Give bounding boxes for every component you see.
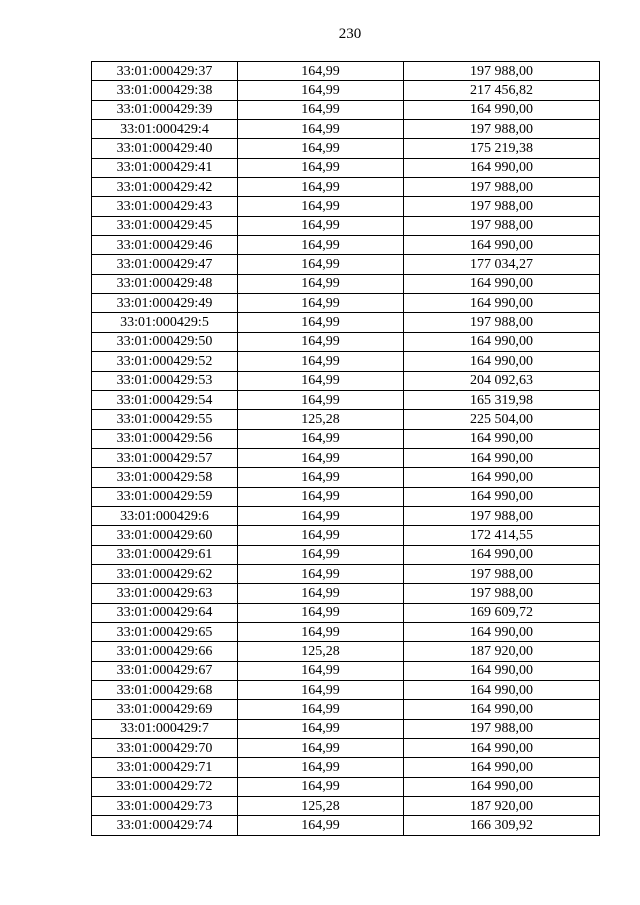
value-cell: 164 990,00	[404, 681, 600, 700]
table-row	[92, 758, 600, 777]
area-cell: 164,99	[238, 468, 404, 487]
area-cell: 164,99	[238, 62, 404, 81]
area-cell: 164,99	[238, 294, 404, 313]
area-cell: 164,99	[238, 100, 404, 119]
area-cell: 164,99	[238, 758, 404, 777]
table-row	[92, 352, 600, 371]
table-row	[92, 62, 600, 81]
cadastral-number-cell: 33:01:000429:56	[92, 429, 238, 448]
table-row	[92, 294, 600, 313]
value-cell: 204 092,63	[404, 371, 600, 390]
area-cell: 164,99	[238, 371, 404, 390]
cadastral-number-cell: 33:01:000429:66	[92, 642, 238, 661]
table-row	[92, 681, 600, 700]
cadastral-number-cell: 33:01:000429:69	[92, 700, 238, 719]
cadastral-number-cell: 33:01:000429:68	[92, 681, 238, 700]
table-row	[92, 178, 600, 197]
cadastral-number-cell: 33:01:000429:65	[92, 622, 238, 641]
cadastral-number-cell: 33:01:000429:6	[92, 506, 238, 525]
table-row	[92, 197, 600, 216]
value-cell: 164 990,00	[404, 545, 600, 564]
value-cell: 187 920,00	[404, 642, 600, 661]
cadastral-number-cell: 33:01:000429:74	[92, 816, 238, 835]
table-row	[92, 255, 600, 274]
cadastral-number-cell: 33:01:000429:62	[92, 564, 238, 583]
cadastral-number-cell: 33:01:000429:53	[92, 371, 238, 390]
table-row	[92, 584, 600, 603]
value-cell: 177 034,27	[404, 255, 600, 274]
value-cell: 164 990,00	[404, 332, 600, 351]
area-cell: 164,99	[238, 352, 404, 371]
area-cell: 164,99	[238, 487, 404, 506]
cadastral-number-cell: 33:01:000429:5	[92, 313, 238, 332]
value-cell: 225 504,00	[404, 410, 600, 429]
area-cell: 125,28	[238, 642, 404, 661]
table-row	[92, 332, 600, 351]
area-cell: 164,99	[238, 274, 404, 293]
table-row	[92, 274, 600, 293]
table-row	[92, 236, 600, 255]
cadastral-number-cell: 33:01:000429:64	[92, 603, 238, 622]
table-row	[92, 158, 600, 177]
table-row	[92, 120, 600, 139]
cadastral-number-cell: 33:01:000429:45	[92, 216, 238, 235]
area-cell: 164,99	[238, 622, 404, 641]
value-cell: 164 990,00	[404, 236, 600, 255]
area-cell: 164,99	[238, 545, 404, 564]
area-cell: 164,99	[238, 178, 404, 197]
cadastral-number-cell: 33:01:000429:73	[92, 797, 238, 816]
cadastral-number-cell: 33:01:000429:50	[92, 332, 238, 351]
value-cell: 197 988,00	[404, 120, 600, 139]
value-cell: 175 219,38	[404, 139, 600, 158]
area-cell: 164,99	[238, 681, 404, 700]
value-cell: 197 988,00	[404, 178, 600, 197]
area-cell: 164,99	[238, 719, 404, 738]
area-cell: 164,99	[238, 216, 404, 235]
cadastral-number-cell: 33:01:000429:49	[92, 294, 238, 313]
table-row	[92, 313, 600, 332]
area-cell: 164,99	[238, 506, 404, 525]
table-row	[92, 816, 600, 835]
page-number: 230	[338, 26, 362, 42]
value-cell: 197 988,00	[404, 564, 600, 583]
value-cell: 164 990,00	[404, 294, 600, 313]
cadastral-number-cell: 33:01:000429:52	[92, 352, 238, 371]
cadastral-number-cell: 33:01:000429:71	[92, 758, 238, 777]
value-cell: 164 990,00	[404, 661, 600, 680]
area-cell: 164,99	[238, 313, 404, 332]
area-cell: 125,28	[238, 797, 404, 816]
cadastral-number-cell: 33:01:000429:63	[92, 584, 238, 603]
value-cell: 197 988,00	[404, 62, 600, 81]
value-cell: 197 988,00	[404, 506, 600, 525]
table-row	[92, 506, 600, 525]
value-cell: 164 990,00	[404, 448, 600, 467]
value-cell: 166 309,92	[404, 816, 600, 835]
cadastral-number-cell: 33:01:000429:70	[92, 739, 238, 758]
value-cell: 164 990,00	[404, 158, 600, 177]
cadastral-number-cell: 33:01:000429:43	[92, 197, 238, 216]
value-cell: 197 988,00	[404, 719, 600, 738]
table-row	[92, 603, 600, 622]
area-cell: 164,99	[238, 332, 404, 351]
table-row	[92, 448, 600, 467]
value-cell: 172 414,55	[404, 526, 600, 545]
area-cell: 164,99	[238, 739, 404, 758]
cadastral-number-cell: 33:01:000429:7	[92, 719, 238, 738]
value-cell: 197 988,00	[404, 313, 600, 332]
area-cell: 164,99	[238, 777, 404, 796]
cadastral-number-cell: 33:01:000429:48	[92, 274, 238, 293]
table-row	[92, 100, 600, 119]
cadastral-number-cell: 33:01:000429:39	[92, 100, 238, 119]
table-row	[92, 564, 600, 583]
table-row	[92, 700, 600, 719]
value-cell: 169 609,72	[404, 603, 600, 622]
area-cell: 164,99	[238, 603, 404, 622]
table-row	[92, 429, 600, 448]
area-cell: 164,99	[238, 429, 404, 448]
value-cell: 164 990,00	[404, 700, 600, 719]
cadastral-number-cell: 33:01:000429:60	[92, 526, 238, 545]
area-cell: 164,99	[238, 564, 404, 583]
table-container	[91, 61, 600, 836]
table-row	[92, 777, 600, 796]
table-body	[92, 62, 600, 836]
value-cell: 164 990,00	[404, 274, 600, 293]
cadastral-number-cell: 33:01:000429:42	[92, 178, 238, 197]
area-cell: 164,99	[238, 139, 404, 158]
cadastral-number-cell: 33:01:000429:40	[92, 139, 238, 158]
table-row	[92, 545, 600, 564]
table-row	[92, 526, 600, 545]
cadastral-number-cell: 33:01:000429:58	[92, 468, 238, 487]
cadastral-number-cell: 33:01:000429:41	[92, 158, 238, 177]
cadastral-number-cell: 33:01:000429:4	[92, 120, 238, 139]
value-cell: 164 990,00	[404, 487, 600, 506]
value-cell: 164 990,00	[404, 429, 600, 448]
table-row	[92, 622, 600, 641]
value-cell: 197 988,00	[404, 216, 600, 235]
value-cell: 217 456,82	[404, 81, 600, 100]
area-cell: 164,99	[238, 816, 404, 835]
value-cell: 164 990,00	[404, 100, 600, 119]
cadastral-number-cell: 33:01:000429:72	[92, 777, 238, 796]
area-cell: 164,99	[238, 584, 404, 603]
area-cell: 164,99	[238, 390, 404, 409]
table-row	[92, 139, 600, 158]
cadastral-value-table	[91, 61, 600, 836]
table-row	[92, 371, 600, 390]
value-cell: 164 990,00	[404, 777, 600, 796]
table-row	[92, 797, 600, 816]
value-cell: 165 319,98	[404, 390, 600, 409]
table-row	[92, 390, 600, 409]
table-row	[92, 216, 600, 235]
cadastral-number-cell: 33:01:000429:46	[92, 236, 238, 255]
value-cell: 164 990,00	[404, 758, 600, 777]
table-row	[92, 81, 600, 100]
area-cell: 164,99	[238, 700, 404, 719]
area-cell: 164,99	[238, 448, 404, 467]
value-cell: 187 920,00	[404, 797, 600, 816]
area-cell: 164,99	[238, 81, 404, 100]
table-row	[92, 719, 600, 738]
cadastral-number-cell: 33:01:000429:59	[92, 487, 238, 506]
value-cell: 164 990,00	[404, 622, 600, 641]
cadastral-number-cell: 33:01:000429:55	[92, 410, 238, 429]
value-cell: 164 990,00	[404, 352, 600, 371]
area-cell: 164,99	[238, 236, 404, 255]
value-cell: 164 990,00	[404, 468, 600, 487]
area-cell: 125,28	[238, 410, 404, 429]
table-row	[92, 642, 600, 661]
cadastral-number-cell: 33:01:000429:57	[92, 448, 238, 467]
area-cell: 164,99	[238, 120, 404, 139]
table-row	[92, 661, 600, 680]
table-row	[92, 487, 600, 506]
value-cell: 197 988,00	[404, 197, 600, 216]
cadastral-number-cell: 33:01:000429:37	[92, 62, 238, 81]
table-row	[92, 468, 600, 487]
cadastral-number-cell: 33:01:000429:54	[92, 390, 238, 409]
cadastral-number-cell: 33:01:000429:61	[92, 545, 238, 564]
area-cell: 164,99	[238, 255, 404, 274]
value-cell: 197 988,00	[404, 584, 600, 603]
area-cell: 164,99	[238, 197, 404, 216]
table-row	[92, 410, 600, 429]
table-row	[92, 739, 600, 758]
area-cell: 164,99	[238, 526, 404, 545]
area-cell: 164,99	[238, 661, 404, 680]
value-cell: 164 990,00	[404, 739, 600, 758]
area-cell: 164,99	[238, 158, 404, 177]
cadastral-number-cell: 33:01:000429:67	[92, 661, 238, 680]
cadastral-number-cell: 33:01:000429:47	[92, 255, 238, 274]
cadastral-number-cell: 33:01:000429:38	[92, 81, 238, 100]
